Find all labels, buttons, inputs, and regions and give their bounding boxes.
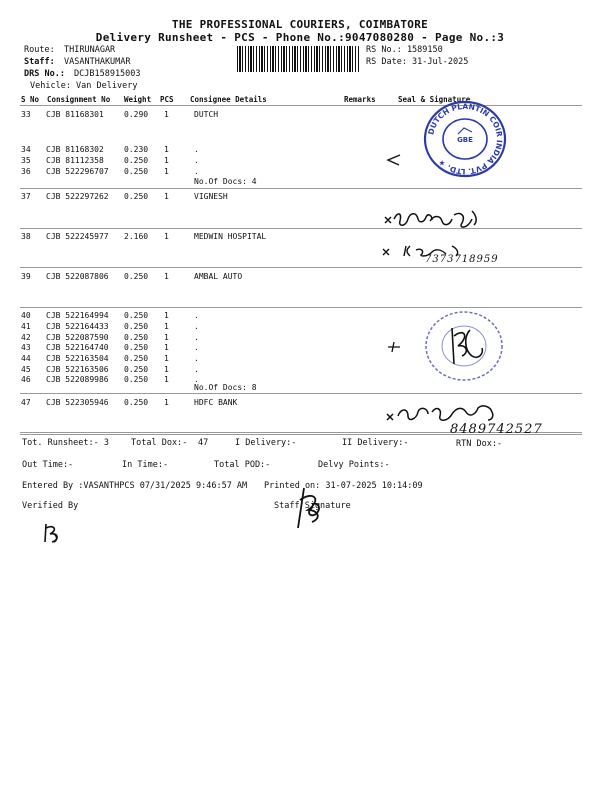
cell-pcs: 1 [164, 311, 169, 320]
cell-cons: CJB 81168302 [46, 145, 104, 154]
cell-name: . [194, 354, 199, 363]
cell-wt: 2.160 [124, 232, 149, 241]
cell-name: . [194, 333, 199, 342]
row-divider [20, 228, 582, 229]
cell-wt: 0.250 [124, 156, 149, 165]
cell-sno: 42 [21, 333, 31, 342]
company-title: THE PROFESSIONAL COURIERS, COIMBATORE [171, 18, 429, 31]
drs-label: DRS No.: [24, 69, 65, 79]
cell-wt: 0.250 [124, 343, 149, 352]
docs-count-2: No.Of Docs: 8 [194, 383, 257, 392]
cell-cons: CJB 522087590 [46, 333, 109, 342]
cell-sno: 44 [21, 354, 31, 363]
signature-vignesh [382, 205, 494, 235]
cell-wt: 0.250 [124, 333, 149, 342]
cell-sno: 40 [21, 311, 31, 320]
cell-wt: 0.250 [124, 192, 149, 201]
rs-date: RS Date: 31-Jul-2025 [366, 57, 469, 67]
cell-pcs: 1 [164, 375, 169, 384]
col-weight: Weight [124, 95, 152, 104]
cell-name: AMBAL AUTO [194, 272, 243, 281]
total-pod: Total POD:- [214, 460, 271, 470]
vehicle-info: Vehicle: Van Delivery [30, 81, 138, 91]
cell-name: . [194, 365, 199, 374]
cell-sno: 39 [21, 272, 31, 281]
cell-name: . [194, 375, 199, 384]
cell-cons: CJB 522163504 [46, 354, 109, 363]
cell-pcs: 1 [164, 354, 169, 363]
cell-sno: 41 [21, 322, 31, 331]
cell-pcs: 1 [164, 333, 169, 342]
tot-runsheet: Tot. Runsheet:- 3 [22, 438, 109, 448]
svg-text:GBE: GBE [457, 136, 473, 144]
staff-value: VASANTHAKUMAR [64, 57, 131, 67]
cell-sno: 34 [21, 145, 31, 154]
cell-sno: 35 [21, 156, 31, 165]
cell-name: . [194, 156, 199, 165]
total-dox-label: Total Dox:- [131, 438, 188, 448]
handwritten-phone-47: 8489742527 [450, 422, 543, 437]
staff-signature-label: Staff Signature [274, 501, 351, 511]
cell-wt: 0.250 [124, 365, 149, 374]
cell-sno: 37 [21, 192, 31, 201]
cell-name: HDFC BANK [194, 398, 238, 407]
cell-pcs: 1 [164, 272, 169, 281]
cell-sno: 36 [21, 167, 31, 176]
cell-pcs: 1 [164, 398, 169, 407]
cell-cons: CJB 522163506 [46, 365, 109, 374]
cell-cons: CJB 522089986 [46, 375, 109, 384]
cell-wt: 0.250 [124, 398, 149, 407]
cell-wt: 0.250 [124, 375, 149, 384]
cell-pcs: 1 [164, 365, 169, 374]
drs-value: DCJB158915003 [74, 69, 141, 79]
cell-pcs: 1 [164, 110, 169, 119]
cell-cons: CJB 522164740 [46, 343, 109, 352]
cell-sno: 47 [21, 398, 31, 407]
check-mark [384, 152, 404, 168]
cell-cons: CJB 522297262 [46, 192, 109, 201]
cell-pcs: 1 [164, 145, 169, 154]
cell-sno: 38 [21, 232, 31, 241]
docs-count-1: No.Of Docs: 4 [194, 177, 257, 186]
cell-pcs: 1 [164, 156, 169, 165]
cell-pcs: 1 [164, 322, 169, 331]
cell-sno: 46 [21, 375, 31, 384]
cell-sno: 45 [21, 365, 31, 374]
cell-wt: 0.290 [124, 110, 149, 119]
tick-mark [386, 340, 402, 354]
row-divider [20, 393, 582, 394]
svg-text:DUTCH PLANTIN COIR INDIA PVT.: DUTCH PLANTIN COIR INDIA PVT. LTD. ★ [426, 101, 505, 177]
cell-cons: CJB 522164994 [46, 311, 109, 320]
cell-pcs: 1 [164, 232, 169, 241]
cell-name: MEDWIN HOSPITAL [194, 232, 267, 241]
cell-wt: 0.250 [124, 354, 149, 363]
entered-by: Entered By :VASANTHPCS 07/31/2025 9:46:57 AM [22, 481, 248, 491]
cell-name: . [194, 322, 199, 331]
cell-sno: 33 [21, 110, 31, 119]
delvy-points: Delvy Points:- [318, 460, 390, 470]
rs-number: RS No.: 1589150 [366, 45, 443, 55]
cell-name: . [194, 167, 199, 176]
cell-wt: 0.250 [124, 272, 149, 281]
cell-cons: CJB 522305946 [46, 398, 109, 407]
cell-pcs: 1 [164, 192, 169, 201]
row-divider [20, 267, 582, 268]
route-label: Route: [24, 45, 55, 55]
route-value: THIRUNAGAR [64, 45, 116, 55]
runsheet-subtitle: Delivery Runsheet - PCS - Phone No.:9047080280 - Page No.:3 [95, 31, 505, 44]
cell-name: VIGNESH [194, 192, 228, 201]
cell-sno: 43 [21, 343, 31, 352]
cell-name: . [194, 145, 199, 154]
cell-cons: CJB 522296707 [46, 167, 109, 176]
verifier-initials [40, 522, 62, 544]
staff-signature-scribble [286, 484, 338, 532]
printed-on: Printed on: 31-07-2025 10:14:09 [264, 481, 423, 491]
cell-cons: CJB 522087806 [46, 272, 109, 281]
rtn-dox: RTN Dox:- [456, 439, 503, 449]
seal-stamp-faded [422, 308, 506, 384]
col-sno: S No [21, 95, 40, 104]
cell-cons: CJB 522164433 [46, 322, 109, 331]
i-delivery: I Delivery:- [235, 438, 297, 448]
out-time: Out Time:- [22, 460, 74, 470]
row-divider [20, 188, 582, 189]
handwritten-phone-38: 7373718959 [425, 254, 499, 265]
cell-pcs: 1 [164, 167, 169, 176]
summary-rule [20, 434, 582, 435]
total-dox-value: 47 [198, 438, 209, 448]
ii-delivery: II Delivery:- [342, 438, 409, 448]
barcode [237, 46, 359, 72]
col-consignee: Consignee Details [190, 95, 267, 104]
cell-cons: CJB 522245977 [46, 232, 109, 241]
cell-wt: 0.250 [124, 322, 149, 331]
col-seal: Seal & Signature [398, 95, 471, 104]
in-time: In Time:- [122, 460, 169, 470]
cell-wt: 0.250 [124, 167, 149, 176]
cell-pcs: 1 [164, 343, 169, 352]
cell-name: . [194, 343, 199, 352]
cell-cons: CJB 81168301 [46, 110, 104, 119]
company-seal-stamp [422, 100, 508, 178]
cell-name: DUTCH [194, 110, 219, 119]
verified-by-label: Verified By [22, 501, 79, 511]
staff-label: Staff: [24, 57, 55, 67]
cell-wt: 0.230 [124, 145, 149, 154]
col-pcs: PCS [160, 95, 174, 104]
cell-name: . [194, 311, 199, 320]
cell-cons: CJB 81112358 [46, 156, 104, 165]
cell-wt: 0.250 [124, 311, 149, 320]
col-remarks: Remarks [344, 95, 376, 104]
col-consignment: Consignment No [47, 95, 111, 104]
